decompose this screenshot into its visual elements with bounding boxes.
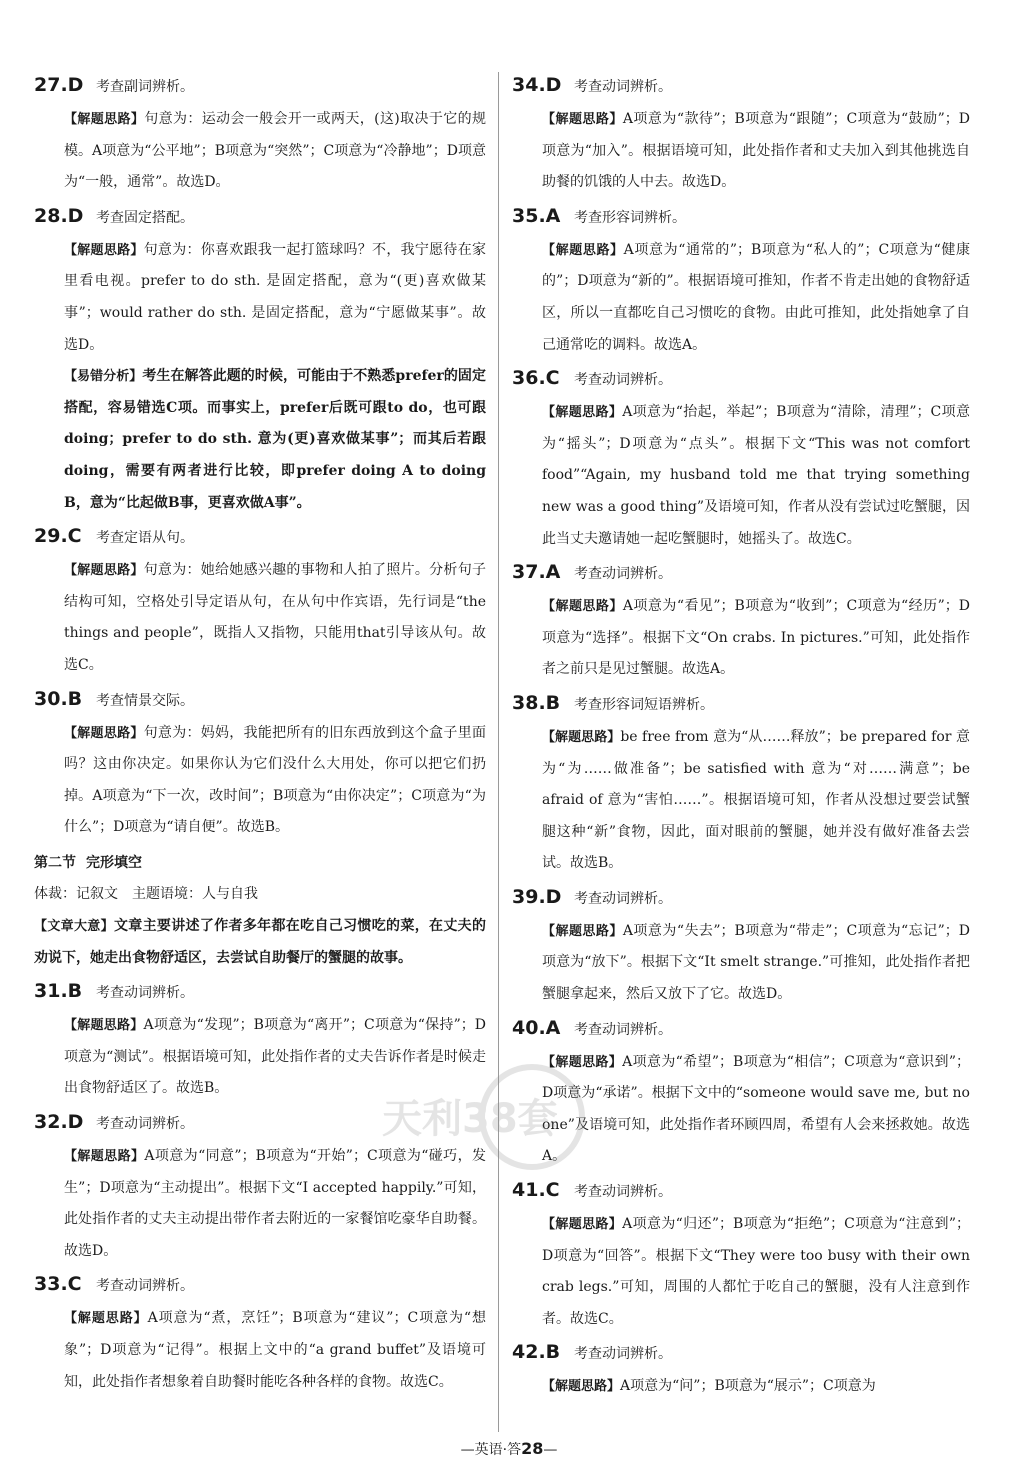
question-type: 考查固定搭配。 xyxy=(96,209,194,226)
solution-tag: 【解题思路】 xyxy=(542,729,621,745)
article-gist: 【文章大意】文章主要讲述了作者多年都在吃自己习惯吃的菜，在丈夫的劝说下，她走出食物舒适区，去尝试自助餐厅的蟹腿的故事。 xyxy=(34,918,486,966)
question-item xyxy=(512,1341,970,1403)
solution-tag: 【解题思路】 xyxy=(64,563,144,579)
solution-tag: 【解题思路】 xyxy=(64,1149,145,1165)
solution-tag: 【解题思路】 xyxy=(542,599,623,615)
question-number: 42.B xyxy=(512,1341,561,1364)
solution-body: A项意为“同意”；B项意为“开始”；C项意为“碰巧，发生”；D项意为“主动提出”。根据下文“I accepted happily.”可知，此处指作者的丈夫主动提出带作者去附近的一家餐馆吃豪华自助餐。故选D。 xyxy=(64,1148,486,1259)
solution-tag: 【解题思路】 xyxy=(542,112,623,127)
left-items-b xyxy=(34,980,486,1398)
question-header xyxy=(512,74,970,104)
question-item xyxy=(512,1017,970,1173)
question-type: 考查动词辨析。 xyxy=(574,890,672,907)
question-header xyxy=(512,692,970,722)
question-type: 考查形容词辨析。 xyxy=(574,209,686,226)
question-item xyxy=(34,1111,486,1267)
solution-text xyxy=(34,1010,486,1105)
question-number: 35.A xyxy=(512,204,561,227)
solution-body: A项意为“抬起，举起”；B项意为“清除，清理”；C项意为“摇头”；D项意为“点头”。根据下文“This was not comfort food”“Again, my husband told me that trying something new was a good thing”及语境可知，作者从没有尝试过吃蟹腿，因此当丈夫邀请她一起吃蟹腿时，她摇头了。故选C。 xyxy=(542,404,970,547)
solution-body: 句意为：你喜欢跟我一起打篮球吗？不，我宁愿待在家里看电视。prefer to do sth. 是固定搭配，意为“(更)喜欢做某事”；would rather do sth. 是固定搭配，意为“宁愿做某事”。故选D。 xyxy=(64,241,486,353)
solution-text xyxy=(512,1047,970,1173)
question-item xyxy=(512,692,970,880)
solution-tag: 【解题思路】 xyxy=(542,1379,621,1395)
question-header xyxy=(512,886,970,916)
question-header xyxy=(34,74,486,104)
question-number: 29.C xyxy=(34,525,82,548)
solution-body: A项意为“发现”；B项意为“离开”；C项意为“保持”；D项意为“测试”。根据语境可知，此处指作者的丈夫告诉作者是时候走出食物舒适区了。故选B。 xyxy=(64,1017,486,1097)
solution-tag: 【解题思路】 xyxy=(64,1018,144,1034)
solution-body: 考生在解答此题的时候，可能由于不熟悉prefer的固定搭配，容易错选C项。而事实上，prefer后既可跟to do，也可跟doing；prefer to do sth. 意为(更)喜欢做某事”；而其后若跟doing，需要有两者进行比较，即prefer doing A to doing B，意为“比起做B事，更喜欢做A事”。 xyxy=(64,368,486,511)
solution-body: A项意为“煮，烹饪”；B项意为“建议”；C项意为“想象”；D项意为“记得”。根据上文中的“a grand buffet”及语境可知，此处指作者想象着自助餐时能吃各种各样的食物。故选C。 xyxy=(64,1310,486,1390)
section-block xyxy=(34,848,486,974)
question-number: 28.D xyxy=(34,204,84,227)
footer-prefix: —英语·答 xyxy=(460,1442,522,1458)
question-header xyxy=(512,1017,970,1047)
solution-tag: 【解题思路】 xyxy=(542,923,623,939)
column-divider xyxy=(498,72,499,1432)
question-number: 33.C xyxy=(34,1273,82,1296)
solution-text xyxy=(34,718,486,844)
question-type: 考查形容词短语辨析。 xyxy=(574,696,714,713)
question-item xyxy=(34,980,486,1105)
solution-body: 句意为：她给她感兴趣的事物和人拍了照片。分析句子结构可知，空格处引导定语从句，在从句中作宾语，先行词是“the things and people”，既指人又指物，只能用that引导该从句。故选C。 xyxy=(64,562,486,673)
solution-text xyxy=(34,1303,486,1398)
solution-body: A项意为“问”；B项意为“展示”；C项意为 xyxy=(620,1378,876,1395)
question-header xyxy=(512,561,970,591)
question-item xyxy=(34,525,486,681)
solution-tag: 【解题思路】 xyxy=(542,405,623,421)
question-item xyxy=(512,561,970,686)
watermark-text: 天利38套 xyxy=(382,1096,558,1142)
question-type: 考查动词辨析。 xyxy=(574,566,672,583)
solution-text xyxy=(512,104,970,199)
solution-tag: 【解题思路】 xyxy=(64,112,145,127)
question-item xyxy=(34,205,486,519)
genre-line: 体裁：记叙文 主题语境：人与自我 xyxy=(34,886,258,903)
question-number: 41.C xyxy=(512,1179,560,1202)
question-type: 考查动词辨析。 xyxy=(96,985,194,1002)
question-type: 考查动词辨析。 xyxy=(574,1021,672,1038)
question-number: 34.D xyxy=(512,74,562,96)
solution-tag: 【解题思路】 xyxy=(542,242,624,258)
solution-tag: 【解题思路】 xyxy=(64,1311,148,1327)
question-header xyxy=(34,1111,486,1141)
solution-tag: 【解题思路】 xyxy=(64,242,144,258)
question-header xyxy=(512,205,970,235)
question-item xyxy=(512,367,970,555)
solution-text xyxy=(512,1371,970,1403)
section-heading: 第二节 完形填空 xyxy=(34,854,142,871)
solution-body: A项意为“看见”；B项意为“收到”；C项意为“经历”；D项意为“选择”。根据下文“On crabs. In pictures.”可知，此处指作者之前只是见过蟹腿。故选A。 xyxy=(542,598,970,678)
question-type: 考查动词辨析。 xyxy=(96,1278,194,1295)
question-number: 30.B xyxy=(34,687,83,710)
right-column xyxy=(512,68,970,1403)
solution-body: A项意为“款待”；B项意为“跟随”；C项意为“鼓励”；D项意为“加入”。根据语境可知，此处指作者和丈夫加入到其他挑选自助餐的饥饿的人中去。故选D。 xyxy=(542,111,970,191)
question-type: 考查动词辨析。 xyxy=(574,1184,672,1201)
left-column xyxy=(34,68,486,1398)
question-header xyxy=(512,1341,970,1371)
solution-text xyxy=(512,1209,970,1335)
solution-text xyxy=(34,555,486,681)
question-type: 考查动词辨析。 xyxy=(574,372,672,389)
question-type: 考查定语从句。 xyxy=(96,530,194,547)
question-number: 31.B xyxy=(34,980,83,1003)
question-header xyxy=(34,205,486,235)
solution-text xyxy=(512,722,970,880)
question-item xyxy=(512,886,970,1011)
question-number: 37.A xyxy=(512,561,561,584)
solution-text xyxy=(512,397,970,555)
solution-text xyxy=(34,235,486,361)
question-item xyxy=(34,1273,486,1398)
solution-body: A项意为“通常的”；B项意为“私人的”；C项意为“健康的”；D项意为“新的”。根据语境可推知，作者不肯走出她的食物舒适区，所以一直都吃自己习惯吃的食物。由此可推知，此处指她拿了自己通常吃的调料。故选A。 xyxy=(542,241,970,353)
solution-tag: 【解题思路】 xyxy=(542,1054,623,1070)
question-type: 考查情景交际。 xyxy=(96,692,194,709)
question-header xyxy=(34,525,486,555)
question-item xyxy=(512,74,970,199)
question-type: 考查动词辨析。 xyxy=(574,79,672,95)
solution-text xyxy=(34,1141,486,1267)
question-item xyxy=(34,688,486,844)
footer-suffix: — xyxy=(543,1442,558,1458)
solution-body: A项意为“失去”；B项意为“带走”；C项意为“忘记”；D项意为“放下”。根据下文“It smelt strange.”可推知，此处指作者把蟹腿拿起来，然后又放下了它。故选D。 xyxy=(542,922,970,1003)
solution-text xyxy=(512,916,970,1011)
solution-tag: 【解题思路】 xyxy=(64,725,144,741)
question-number: 27.D xyxy=(34,74,84,96)
question-item xyxy=(512,205,970,361)
solution-body: 句意为：妈妈，我能把所有的旧东西放到这个盒子里面吗？这由你决定。如果你认为它们没什么大用处，你可以把它们扔掉。A项意为“下一次，改时间”；B项意为“由你决定”；C项意为“为什么”；D项意为“请自便”。故选B。 xyxy=(64,724,486,836)
error-analysis xyxy=(34,361,486,519)
question-header xyxy=(512,367,970,397)
question-type: 考查动词辨析。 xyxy=(574,1346,672,1363)
solution-body: A项意为“希望”；B项意为“相信”；C项意为“意识到”；D项意为“承诺”。根据下文中的“someone would save me, but no one”及语境可知，此处指作者环顾四周，希望有人会来拯救她。故选A。 xyxy=(542,1053,970,1165)
question-type: 考查动词辨析。 xyxy=(96,1116,194,1133)
question-type: 考查副词辨析。 xyxy=(96,79,194,95)
question-item xyxy=(34,74,486,199)
question-header xyxy=(34,688,486,718)
solution-body: be free from 意为“从……释放”；be prepared for 意为“为……做准备”；be satisfied with 意为“对……满意”；be afraid of 意为“害怕……”。根据语境可知，作者从没想过要尝试蟹腿这种“新”食物，因此，面对眼前的蟹腿，她并没有做好准备去尝试。故选B。 xyxy=(542,728,970,872)
solution-body: 句意为：运动会一般会开一或两天，(这)取决于它的规模。A项意为“公平地”；B项意为“突然”；C项意为“冷静地”；D项意为“一般，通常”。故选D。 xyxy=(64,111,486,191)
question-number: 39.D xyxy=(512,885,562,908)
solution-text xyxy=(34,104,486,199)
page-footer xyxy=(0,1439,1018,1459)
question-number: 38.B xyxy=(512,691,561,714)
right-items xyxy=(512,74,970,1403)
question-item xyxy=(512,1179,970,1335)
solution-tag: 【解题思路】 xyxy=(542,1217,623,1233)
question-number: 36.C xyxy=(512,367,560,390)
question-header xyxy=(34,1273,486,1303)
solution-text xyxy=(512,591,970,686)
question-header xyxy=(34,980,486,1010)
solution-tag: 【易错分析】 xyxy=(64,369,143,385)
question-number: 40.A xyxy=(512,1016,561,1039)
solution-body: A项意为“归还”；B项意为“拒绝”；C项意为“注意到”；D项意为“回答”。根据下文“They were too busy with their own crab legs.”可知，周围的人都忙于吃自己的蟹腿，没有人注意到作者。故选C。 xyxy=(542,1216,970,1327)
solution-text xyxy=(512,235,970,361)
left-items-a xyxy=(34,74,486,844)
question-header xyxy=(512,1179,970,1209)
question-number: 32.D xyxy=(34,1111,84,1134)
page-number: 28 xyxy=(521,1439,544,1458)
